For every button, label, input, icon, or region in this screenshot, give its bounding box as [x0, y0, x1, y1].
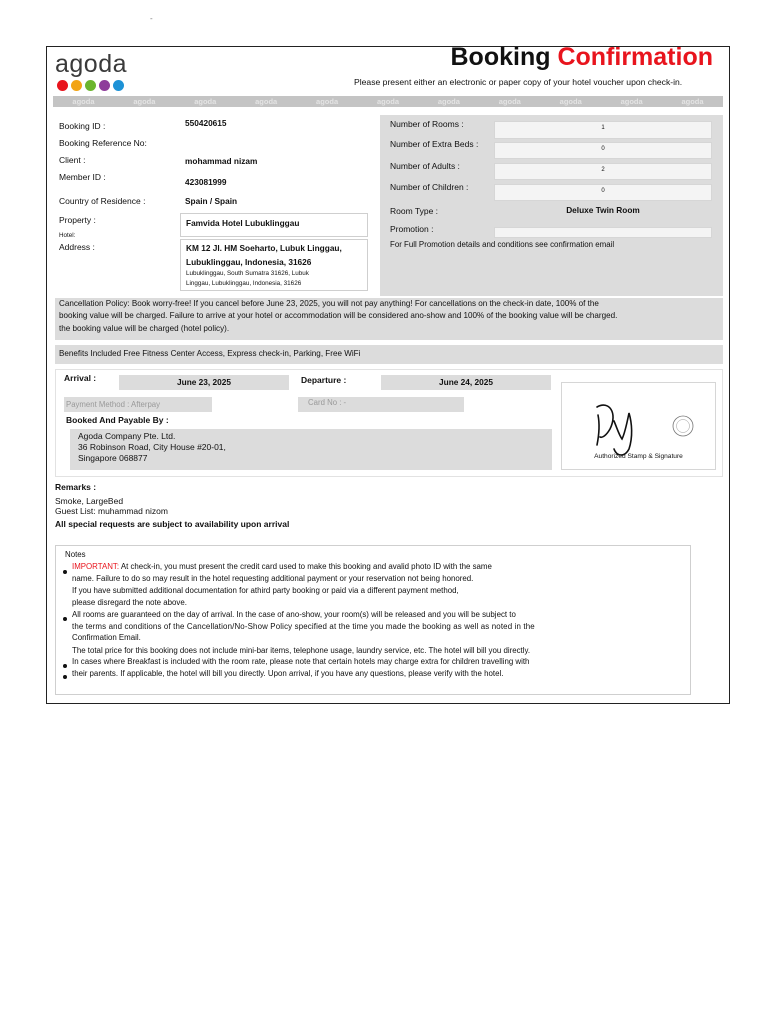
- cancellation-line-2: booking value will be charged. Failure to arrive at your hotel or accommodation will be considered ano-show and 100% of the booking value will be charged.: [59, 311, 618, 321]
- arrival-value: June 23, 2025: [177, 377, 231, 387]
- benefits-text: Benefits Included Free Fitness Center Access, Express check-in, Parking, Free WiFi: [59, 349, 361, 358]
- member-id-label: Member ID :: [59, 172, 106, 182]
- stay-section: [55, 369, 723, 477]
- cancellation-line-1: Cancellation Policy: Book worry-free! If you cancel before June 23, 2025, you will not pay anything! For cancellations on the check-in date, 100% of the: [59, 299, 599, 308]
- bullet-icon: [63, 664, 67, 668]
- booking-id-value: 550420615: [185, 118, 227, 128]
- client-value: mohammad nizam: [185, 156, 258, 166]
- adults-label: Number of Adults :: [390, 161, 460, 171]
- promotion-note: For Full Promotion details and conditions see confirmation email: [390, 240, 615, 249]
- address-line-2: Lubuklinggau, Indonesia, 31626: [186, 257, 312, 267]
- cancellation-line-3: the booking value will be charged (hotel policy).: [59, 323, 230, 333]
- strip-item: agoda: [255, 97, 278, 106]
- title-part-1: Booking: [450, 43, 551, 71]
- note-line-2: name. Failure to do so may result in the hotel requesting additional payment or your reservation not being honored.: [72, 574, 474, 583]
- note-line-8: The total price for this booking does not include mini-bar items, telephone usage, laundry service, etc. The hotel will bill you directly.: [72, 646, 531, 655]
- extra-beds-value: 0: [601, 146, 605, 152]
- benefits-bar: [55, 345, 723, 364]
- card-no: Card No : -: [308, 398, 347, 407]
- strip-item: agoda: [620, 97, 643, 106]
- signature-caption: Authorized Stamp & Signature: [594, 453, 683, 460]
- strip-item: agoda: [681, 97, 704, 106]
- voucher-instruction: Please present either an electronic or paper copy of your hotel voucher upon check-in.: [354, 77, 683, 87]
- payment-method: Payment Method : Afterpay: [66, 400, 161, 409]
- bullet-icon: [63, 675, 67, 679]
- payment-method-box: [64, 397, 212, 412]
- agoda-logo-text: agoda: [55, 50, 128, 78]
- hotel-label: Hotel:: [59, 232, 76, 239]
- special-requests-note: All special requests are subject to availability upon arrival: [55, 519, 290, 529]
- address-small-2: Linggau, Lubuklinggau, Indonesia, 31626: [186, 280, 302, 287]
- payable-box: [70, 429, 552, 470]
- strip-item: agoda: [72, 97, 95, 106]
- notes-box: [55, 545, 691, 695]
- strip-item: agoda: [559, 97, 582, 106]
- note-line-6: the terms and conditions of the Cancellation/No-Show Policy specified at the time you made the booking as well as noted in the: [72, 622, 535, 631]
- booking-ref-label: Booking Reference No:: [59, 138, 147, 148]
- cancellation-policy: [55, 298, 723, 340]
- property-value: Famvida Hotel Lubuklinggau: [186, 218, 300, 228]
- remarks-label: Remarks :: [55, 482, 97, 492]
- note-line-9: In cases where Breakfast is included with the room rate, please note that certain hotels may charge extra for children travelling with: [72, 657, 530, 666]
- strip-item: agoda: [194, 97, 217, 106]
- agoda-watermark-strip: [53, 96, 723, 107]
- rooms-label: Number of Rooms :: [390, 119, 464, 129]
- arrival-box: [119, 375, 289, 390]
- strip-item: agoda: [316, 97, 339, 106]
- children-label: Number of Children :: [390, 182, 469, 192]
- logo-dot-icon: [57, 80, 68, 91]
- address-small-1: Lubuklinggau, South Sumatra 31626, Lubuk: [186, 270, 309, 277]
- residence-value: Spain / Spain: [185, 196, 238, 206]
- note-line-10: their parents. If applicable, the hotel will bill you directly. Upon arrival, if you have any questions, please verify with the hotel.: [72, 669, 504, 678]
- residence-label: Country of Residence :: [59, 196, 146, 206]
- strip-item: agoda: [437, 97, 460, 106]
- note-line-5: All rooms are guaranteed on the day of arrival. In the case of ano-show, your room(s) will be released and you will be subject to: [72, 610, 516, 619]
- title-part-2: Confirmation: [557, 43, 713, 71]
- logo-dot-icon: [71, 80, 82, 91]
- property-box: [180, 213, 368, 237]
- logo-dot-icon: [99, 80, 110, 91]
- booking-id-label: Booking ID :: [59, 121, 106, 131]
- page-title: [451, 43, 714, 72]
- agoda-logo-dots-icon: [57, 80, 124, 91]
- promotion-label: Promotion :: [390, 224, 434, 234]
- note-line-1-text: At check-in, you must present the credit card used to make this booking and avalid photo ID with the same: [120, 562, 492, 571]
- arrival-label: Arrival :: [64, 373, 97, 383]
- departure-box: [381, 375, 551, 390]
- strip-item: agoda: [498, 97, 521, 106]
- notes-heading: Notes: [65, 550, 86, 559]
- address-line-1: KM 12 Jl. HM Soeharto, Lubuk Linggau,: [186, 243, 342, 253]
- note-line-3: If you have submitted additional documentation for athird party booking or paid via a different payment method,: [72, 586, 459, 595]
- payable-line-2: 36 Robinson Road, City House #20-01,: [78, 442, 226, 452]
- logo-dot-icon: [113, 80, 124, 91]
- children-value: 0: [601, 188, 605, 194]
- signature-box: [561, 382, 716, 470]
- room-details-panel: [380, 115, 723, 296]
- note-line-1: [72, 562, 492, 571]
- extra-beds-box: [494, 142, 712, 159]
- address-box: [180, 239, 368, 291]
- adults-value: 2: [601, 167, 605, 173]
- remarks-line-2: Guest List: muhammad nizom: [55, 506, 168, 516]
- card-no-box: [298, 397, 464, 412]
- children-box: [494, 184, 712, 201]
- strip-item: agoda: [133, 97, 156, 106]
- address-label: Address :: [59, 242, 95, 252]
- room-type-value: Deluxe Twin Room: [566, 205, 640, 215]
- important-label: IMPORTANT:: [72, 562, 120, 571]
- note-line-7: Confirmation Email.: [72, 633, 141, 642]
- promotion-box: [494, 227, 712, 238]
- room-type-label: Room Type :: [390, 206, 439, 216]
- rooms-value: 1: [601, 125, 605, 131]
- property-label: Property :: [59, 215, 96, 225]
- top-mark: -: [150, 14, 153, 23]
- booking-voucher: [46, 43, 730, 704]
- member-id-value: 423081999: [185, 177, 227, 187]
- bullet-icon: [63, 570, 67, 574]
- departure-value: June 24, 2025: [439, 377, 493, 387]
- departure-label: Departure :: [301, 375, 347, 385]
- bullet-icon: [63, 617, 67, 621]
- payable-line-3: Singapore 068877: [78, 453, 148, 463]
- adults-box: [494, 163, 712, 180]
- logo-dot-icon: [85, 80, 96, 91]
- client-label: Client :: [59, 155, 86, 165]
- payable-label: Booked And Payable By :: [66, 415, 169, 425]
- note-line-4: please disregard the note above.: [72, 598, 187, 607]
- rooms-box: [494, 121, 712, 139]
- strip-item: agoda: [376, 97, 400, 106]
- payable-line-1: Agoda Company Pte. Ltd.: [78, 431, 176, 441]
- extra-beds-label: Number of Extra Beds :: [390, 139, 479, 149]
- remarks-line-1: Smoke, LargeBed: [55, 496, 124, 506]
